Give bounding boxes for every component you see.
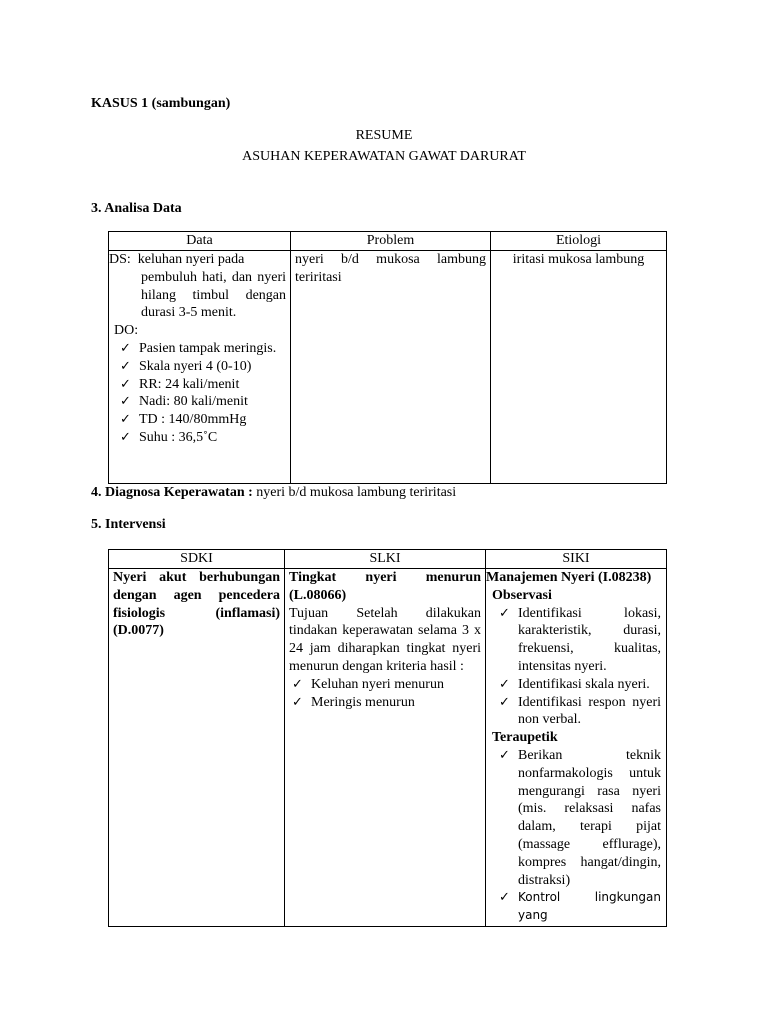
do-label: DO: bbox=[114, 323, 139, 339]
resume-title: RESUME bbox=[355, 128, 413, 143]
analisa-table bbox=[108, 231, 667, 484]
list-item: ✓ Pasien tampak meringis. bbox=[117, 340, 286, 358]
problem-cell: nyeri b/d mukosa lambung teriritasi bbox=[291, 251, 491, 484]
list-item: ✓ Identifikasi lokasi, karakteristik, durasi, frekuensi, kualitas, intensitas nyeri. bbox=[496, 605, 661, 676]
list-item: ✓ Nadi: 80 kali/menit bbox=[117, 393, 286, 411]
sdki-cell: Nyeri akut berhubungan dengan agen pencedera fisiologis (inflamasi) (D.0077) bbox=[109, 569, 285, 927]
document-subtitle: ASUHAN KEPERAWATAN GAWAT DARURAT bbox=[242, 149, 526, 164]
col-etiologi: Etiologi bbox=[491, 232, 667, 251]
data-cell bbox=[109, 251, 291, 484]
observasi-list bbox=[486, 605, 661, 730]
list-item: ✓ Meringis menurun bbox=[289, 694, 481, 712]
slki-title: Tingkat nyeri menurun (L.08066) bbox=[289, 570, 481, 603]
list-item: ✓ Suhu : 36,5˚C bbox=[117, 429, 286, 447]
siki-title: Manajemen Nyeri (I.08238) bbox=[486, 570, 652, 585]
observasi-label: Observasi bbox=[492, 587, 552, 603]
etiologi-cell: iritasi mukosa lambung bbox=[491, 251, 667, 484]
ds-continuation: pembuluh hati, dan nyeri hilang timbul dengan durasi 3-5 menit. bbox=[141, 269, 286, 321]
diagnosa-line bbox=[91, 484, 456, 502]
terapeutik-label: Teraupetik bbox=[492, 730, 558, 746]
siki-cell bbox=[486, 569, 667, 927]
list-item: ✓ Skala nyeri 4 (0-10) bbox=[117, 358, 286, 376]
col-data: Data bbox=[109, 232, 291, 251]
slki-list bbox=[289, 676, 481, 712]
list-item: ✓ Berikan teknik nonfarmakologis untuk mengurangi rasa nyeri (mis. relaksasi nafas dalam, terapi pijat (massage efflurage), kompres hangat/dingin, distraksi) bbox=[496, 747, 661, 889]
col-sdki: SDKI bbox=[109, 550, 285, 569]
col-problem: Problem bbox=[291, 232, 491, 251]
ds-label: DS: bbox=[109, 252, 131, 267]
diagnosa-label: 4. Diagnosa Keperawatan : bbox=[91, 485, 253, 500]
list-item: ✓ Identifikasi respon nyeri non verbal. bbox=[496, 694, 661, 730]
slki-cell bbox=[285, 569, 486, 927]
do-list bbox=[109, 340, 286, 447]
diagnosa-value: nyeri b/d mukosa lambung teriritasi bbox=[252, 485, 457, 500]
col-siki: SIKI bbox=[486, 550, 667, 569]
ds-text: keluhan nyeri pada bbox=[137, 252, 245, 267]
case-title: KASUS 1 (sambungan) bbox=[91, 96, 231, 111]
terapeutik-list bbox=[486, 747, 661, 925]
analisa-heading: 3. Analisa Data bbox=[91, 201, 182, 216]
list-item: ✓ Keluhan nyeri menurun bbox=[289, 676, 481, 694]
list-item: ✓ TD : 140/80mmHg bbox=[117, 411, 286, 429]
intervensi-table bbox=[108, 549, 667, 927]
slki-text: Tujuan Setelah dilakukan tindakan keperawatan selama 3 x 24 jam diharapkan tingkat nyeri menurun dengan kriteria hasil : bbox=[289, 605, 481, 674]
col-slki: SLKI bbox=[285, 550, 486, 569]
list-item: ✓ Kontrol lingkungan yang bbox=[496, 889, 661, 925]
list-item: ✓ Identifikasi skala nyeri. bbox=[496, 676, 661, 694]
intervensi-heading: 5. Intervensi bbox=[91, 517, 166, 532]
list-item: ✓ RR: 24 kali/menit bbox=[117, 376, 286, 394]
ds-line bbox=[109, 251, 286, 269]
